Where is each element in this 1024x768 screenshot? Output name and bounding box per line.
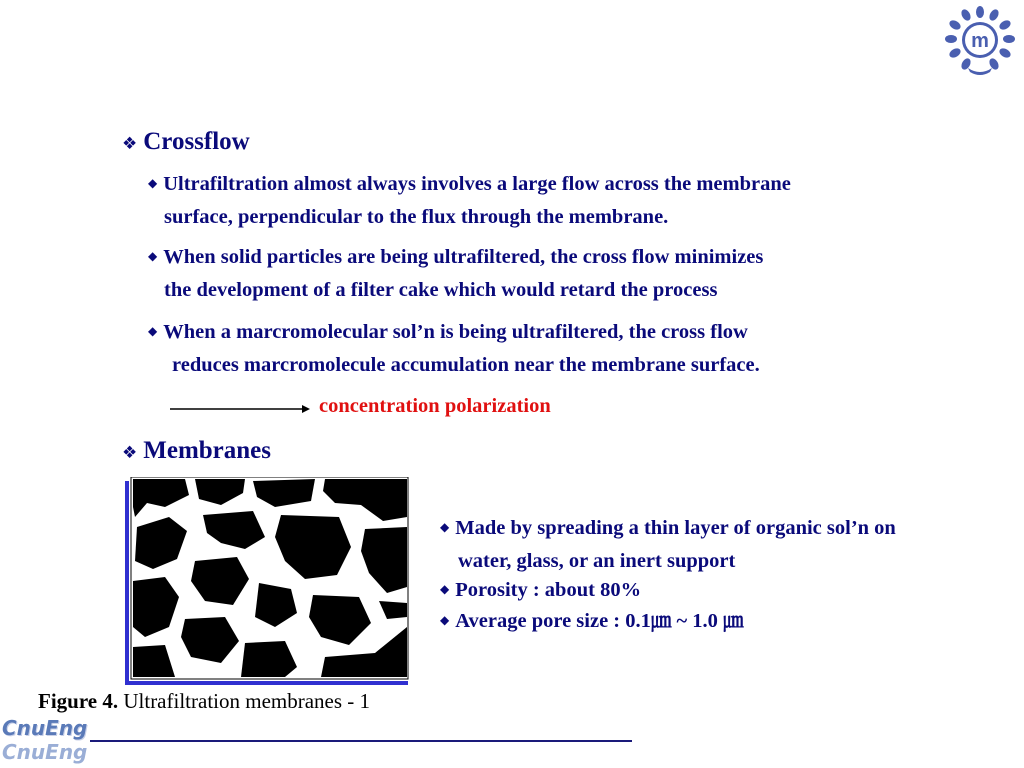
diamond-bullet-icon: ◆	[148, 176, 158, 190]
bullet-line: water, glass, or an inert support	[458, 550, 736, 572]
diamond-bullet-icon: ❖	[122, 134, 138, 154]
footer-divider	[90, 740, 632, 742]
right-arrow-icon	[170, 402, 310, 416]
bullet-line: surface, perpendicular to the flux through the membrane.	[164, 206, 669, 228]
crossflow-bullet-2	[148, 242, 1008, 306]
figure-caption-text: Ultrafiltration membranes - 1	[123, 689, 371, 713]
footer-logo-text-reflection: CnuEng	[2, 740, 88, 764]
membranes-heading	[122, 437, 271, 465]
diamond-bullet-icon: ◆	[148, 324, 158, 338]
bullet-line: the development of a filter cake which would retard the process	[164, 279, 718, 301]
membranes-bullet-3	[440, 606, 1020, 639]
crossflow-bullet-3	[148, 317, 1008, 381]
university-logo	[944, 6, 1016, 76]
diamond-bullet-icon: ◆	[148, 249, 158, 263]
bullet-line: Made by spreading a thin layer of organic sol’n on	[455, 517, 896, 539]
svg-text:m: m	[971, 30, 989, 52]
membrane-micrograph	[125, 477, 410, 685]
diamond-bullet-icon: ◆	[440, 520, 450, 534]
bullet-line: When solid particles are being ultrafiltered, the cross flow minimizes	[163, 246, 764, 268]
concentration-polarization-label: concentration polarization	[319, 395, 551, 417]
figure-caption	[38, 689, 370, 714]
bullet-line: reduces marcromolecule accumulation near the membrane surface.	[172, 354, 760, 376]
bullet-line: Porosity : about 80%	[455, 579, 642, 601]
crossflow-heading	[122, 128, 250, 156]
diamond-bullet-icon: ◆	[440, 613, 450, 627]
footer-logo-text: CnuEng	[2, 716, 88, 740]
crossflow-heading-text: Crossflow	[143, 128, 250, 155]
bullet-line: Average pore size : 0.1㎛ ~ 1.0 ㎛	[455, 610, 744, 632]
membranes-bullet-1	[440, 513, 1020, 577]
footer-logo	[2, 716, 102, 768]
bullet-line: When a marcromolecular sol’n is being ultrafiltered, the cross flow	[163, 321, 748, 343]
bullet-line: Ultrafiltration almost always involves a large flow across the membrane	[163, 173, 791, 195]
figure-label: Figure 4.	[38, 689, 119, 713]
membranes-bullet-2	[440, 575, 1020, 608]
diamond-bullet-icon: ◆	[440, 582, 450, 596]
crossflow-bullet-1	[148, 169, 1008, 233]
diamond-bullet-icon: ❖	[122, 443, 138, 463]
membranes-heading-text: Membranes	[143, 437, 271, 464]
